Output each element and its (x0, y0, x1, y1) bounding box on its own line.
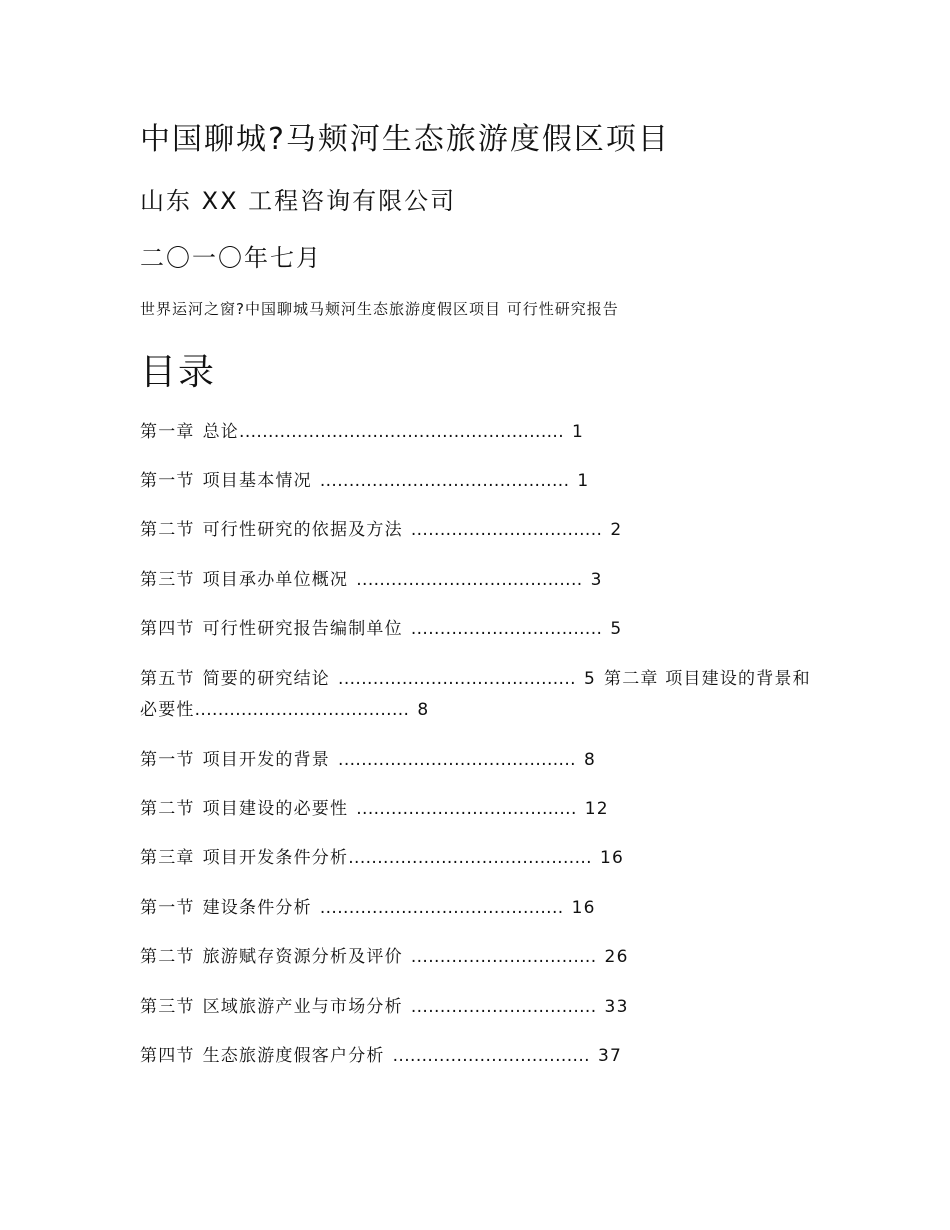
toc-entry-title: 项目建设的必要性 (202, 799, 349, 819)
toc-entry-page: 3 (590, 570, 603, 590)
toc-entry-leader: ........................................................ (239, 422, 565, 442)
toc-entry[interactable] (140, 745, 596, 776)
toc-entry-label: 第四节 (140, 1046, 195, 1066)
toc-entry[interactable] (140, 515, 622, 546)
toc-entry-label: 第二节 (140, 520, 195, 540)
toc-entry-wrapped[interactable] (140, 664, 820, 726)
toc-entry-label: 第三节 (140, 997, 195, 1017)
toc-entry-page: 26 (604, 947, 629, 967)
toc-entry[interactable] (140, 466, 589, 497)
toc-entry-leader: ................................. (410, 520, 603, 540)
toc-entry-title: 项目承办单位概况 (202, 570, 349, 590)
document-title: 中国聊城?马颊河生态旅游度假区项目 (140, 122, 670, 157)
toc-entry[interactable] (140, 1041, 622, 1072)
toc-entry-page: 5 (583, 669, 597, 689)
toc-entry-leader: ................................. (410, 619, 603, 639)
toc-entry-leader: .......................................... (348, 848, 592, 868)
toc-entry-title: 可行性研究的依据及方法 (202, 520, 403, 540)
toc-chapter-continuation: 第二章 项目建设的背景和必要性 (140, 669, 811, 720)
toc-entry-label: 第二节 (140, 799, 195, 819)
toc-entry-page: 37 (597, 1046, 622, 1066)
toc-entry-leader: .......................................... (319, 898, 564, 918)
toc-entry-page: 2 (610, 520, 623, 540)
toc-entry-title: 项目开发的背景 (202, 750, 331, 770)
toc-entry-page: 12 (584, 799, 609, 819)
toc-entry-label: 第五节 (140, 669, 195, 689)
toc-entry-page: 5 (610, 619, 623, 639)
toc-entry[interactable] (140, 893, 596, 924)
toc-entry[interactable] (140, 565, 603, 596)
toc-entry-leader: ................................ (410, 997, 597, 1017)
toc-entry-leader: ......................................... (338, 669, 576, 689)
toc-entry-leader: ..................................... (194, 700, 410, 720)
document-date: 二〇一〇年七月 (140, 244, 322, 272)
company-name: 山东 XX 工程咨询有限公司 (140, 187, 457, 215)
toc-entry-title: 总论 (202, 422, 240, 442)
toc-entry[interactable] (140, 417, 584, 448)
toc-entry-page: 8 (583, 750, 597, 770)
toc-entry-leader: ...................................... (356, 799, 577, 819)
toc-entry-page: 1 (572, 422, 585, 442)
toc-entry[interactable] (140, 614, 622, 645)
toc-entry-label: 第三节 (140, 570, 195, 590)
toc-entry-label: 第一节 (140, 471, 195, 491)
toc-entry-title: 区域旅游产业与市场分析 (202, 997, 403, 1017)
toc-entry-label: 第三章 (140, 848, 195, 868)
toc-entry-title: 生态旅游度假客户分析 (202, 1046, 385, 1066)
toc-entry-leader: ................................ (410, 947, 597, 967)
toc-entry[interactable] (140, 794, 609, 825)
toc-entry-label: 第四节 (140, 619, 195, 639)
toc-entry-leader: .................................. (392, 1046, 590, 1066)
toc-entry-label: 第二节 (140, 947, 195, 967)
toc-entry-title: 简要的研究结论 (202, 669, 331, 689)
toc-entry-title: 建设条件分析 (202, 898, 312, 918)
toc-heading: 目录 (140, 352, 217, 393)
toc-entry-leader: ....................................... (356, 570, 583, 590)
toc-entry-title: 项目基本情况 (202, 471, 312, 491)
toc-entry-label: 第一章 (140, 422, 195, 442)
toc-entry-title: 可行性研究报告编制单位 (202, 619, 403, 639)
toc-entry-page: 33 (604, 997, 629, 1017)
toc-entry-leader: ........................................... (319, 471, 570, 491)
toc-entry-page: 1 (577, 471, 590, 491)
toc-entry[interactable] (140, 992, 629, 1023)
toc-entry[interactable] (140, 942, 629, 973)
toc-entry-page: 8 (417, 700, 430, 720)
toc-entry[interactable] (140, 843, 624, 874)
toc-entry-page: 16 (599, 848, 625, 868)
document-subtitle: 世界运河之窗?中国聊城马颊河生态旅游度假区项目 可行性研究报告 (140, 300, 619, 318)
toc-entry-label: 第一节 (140, 898, 195, 918)
toc-entry-leader: ......................................... (338, 750, 576, 770)
toc-entry-title: 旅游赋存资源分析及评价 (202, 947, 403, 967)
toc-entry-page: 16 (571, 898, 596, 918)
toc-entry-title: 项目开发条件分析 (202, 848, 349, 868)
toc-entry-label: 第一节 (140, 750, 195, 770)
